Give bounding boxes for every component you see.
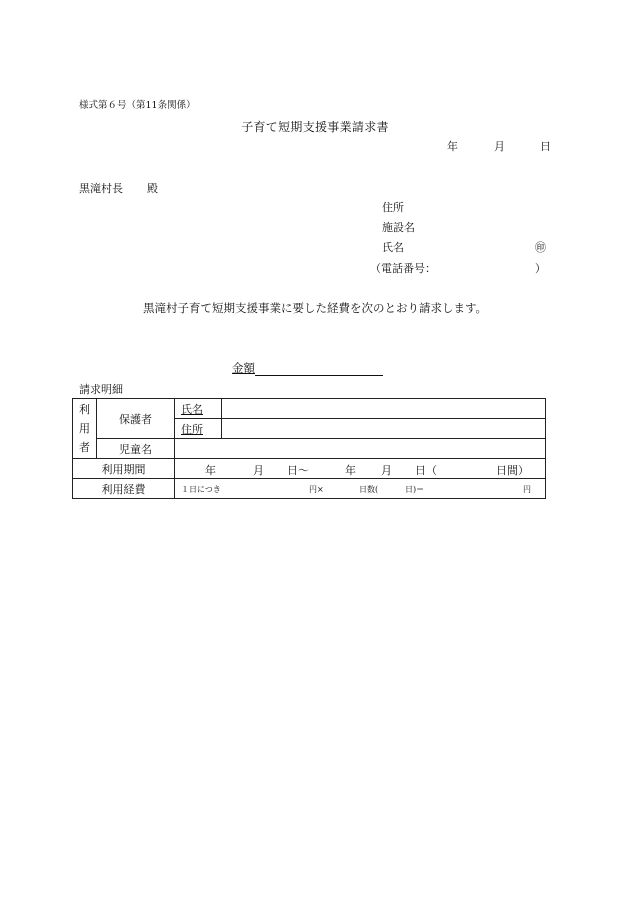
applicant-address-label: 住所: [382, 201, 404, 214]
user-header-cell: [73, 399, 97, 459]
details-label: 請求明細: [79, 383, 123, 396]
amount-label: 金額: [232, 361, 255, 375]
applicant-name-label: 氏名: [382, 241, 404, 254]
guardian-name-label: 氏名: [175, 399, 222, 419]
cost-yen: 円: [523, 485, 531, 494]
date-day-label: 日: [540, 140, 551, 153]
table-row: [73, 459, 546, 479]
period-start-month: 月: [253, 464, 264, 477]
user-char-2: 用: [79, 422, 90, 435]
table-row: [73, 479, 546, 499]
form-number: 様式第６号（第11条関係）: [79, 100, 196, 111]
details-table: [72, 398, 546, 499]
period-start-year: 年: [205, 464, 216, 477]
cost-field[interactable]: [175, 479, 546, 499]
cost-days-close: 日)＝: [405, 485, 425, 494]
table-row: [73, 399, 546, 419]
honorific-label: 殿: [147, 182, 158, 195]
guardian-address-field[interactable]: [222, 419, 546, 439]
applicant-phone-label: （電話番号：: [370, 262, 436, 275]
period-start-day: 日～: [287, 464, 309, 477]
period-end-month: 月: [381, 464, 392, 477]
request-statement: 黒滝村子育て短期支援事業に要した経費を次のとおり請求します。: [142, 301, 488, 315]
addressee: [79, 180, 158, 196]
child-name-label: 児童名: [97, 439, 175, 459]
table-row: [73, 439, 546, 459]
period-end-day: 日（: [415, 464, 437, 477]
cost-days-open: 日数(: [359, 485, 379, 494]
user-char-1: 利: [79, 403, 90, 416]
cost-per-day: １日につき: [181, 485, 221, 494]
child-name-field[interactable]: [175, 439, 546, 459]
guardian-name-field[interactable]: [222, 399, 546, 419]
period-field[interactable]: [175, 459, 546, 479]
period-label: 利用期間: [73, 459, 175, 479]
seal-mark: ㊞: [535, 241, 546, 254]
guardian-label: 保護者: [119, 412, 152, 426]
cost-yen-times: 円×: [309, 485, 324, 494]
guardian-label-cell: [97, 399, 175, 439]
period-days: 日間）: [496, 464, 529, 477]
amount-field: [232, 360, 383, 376]
village-head-label: 黒滝村長: [79, 182, 123, 195]
date-year-label: 年: [447, 140, 458, 153]
applicant-facility-label: 施設名: [382, 221, 415, 234]
document-title: 子育て短期支援事業請求書: [241, 120, 389, 134]
guardian-address-label: 住所: [175, 419, 222, 439]
period-end-year: 年: [345, 464, 356, 477]
cost-label: 利用経費: [73, 479, 175, 499]
date-month-label: 月: [494, 140, 505, 153]
user-char-3: 者: [79, 441, 90, 454]
amount-underline: [255, 375, 383, 376]
applicant-phone-close: ）: [535, 262, 546, 275]
